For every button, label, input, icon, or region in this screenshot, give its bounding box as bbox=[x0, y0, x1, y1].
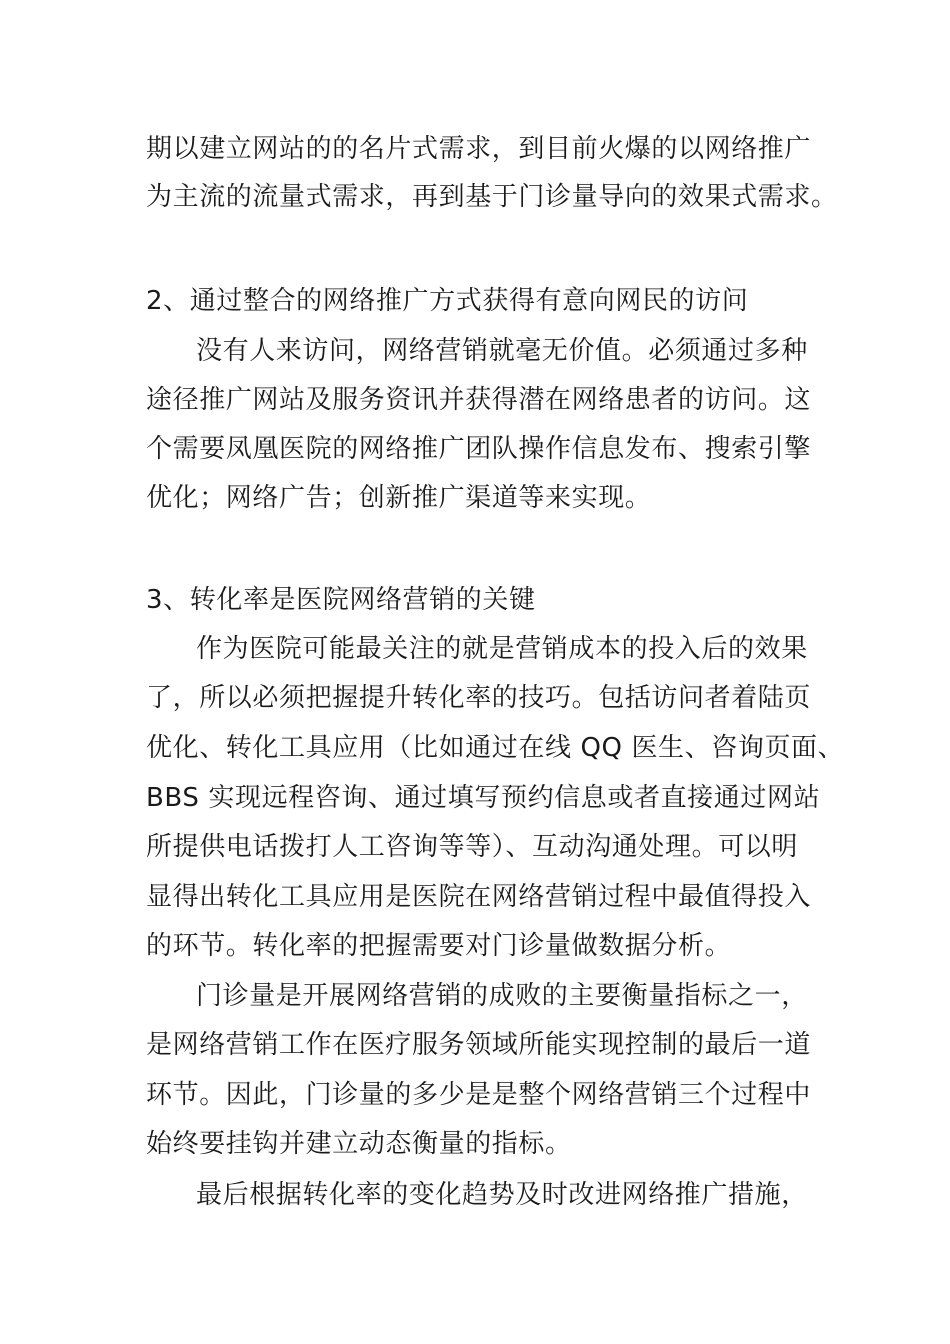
paragraph-line: 所提供电话拨打人工咨询等等）、互动沟通处理。可以明 bbox=[146, 832, 799, 862]
paragraph-line: 显得出转化工具应用是医院在网络营销过程中最值得投入 bbox=[146, 882, 812, 912]
paragraph-line: 了，所以必须把握提升转化率的技巧。包括访问者着陆页 bbox=[146, 683, 812, 713]
paragraph-line: 优化、转化工具应用（比如通过在线 QQ 医生、咨询页面、 bbox=[146, 733, 845, 763]
paragraph-line: 最后根据转化率的变化趋势及时改进网络推广措施， bbox=[196, 1180, 808, 1210]
paragraph-line: 没有人来访问，网络营销就毫无价值。必须通过多种 bbox=[196, 336, 808, 366]
paragraph-line: 门诊量是开展网络营销的成败的主要衡量指标之一， bbox=[196, 981, 808, 1011]
section-heading-2: 2、通过整合的网络推广方式获得有意向网民的访问 bbox=[146, 286, 749, 316]
paragraph-line: 的环节。转化率的把握需要对门诊量做数据分析。 bbox=[146, 931, 732, 961]
paragraph-line: 优化；网络广告；创新推广渠道等来实现。 bbox=[146, 483, 652, 513]
paragraph-line: 为主流的流量式需求，再到基于门诊量导向的效果式需求。 bbox=[146, 182, 838, 212]
paragraph-line: 个需要凤凰医院的网络推广团队操作信息发布、搜索引擎 bbox=[146, 434, 812, 464]
paragraph-line: BBS 实现远程咨询、通过填写预约信息或者直接通过网站 bbox=[146, 783, 821, 813]
paragraph-line: 环节。因此，门诊量的多少是是整个网络营销三个过程中 bbox=[146, 1080, 812, 1110]
paragraph-line: 始终要挂钩并建立动态衡量的指标。 bbox=[146, 1129, 572, 1159]
paragraph-line: 作为医院可能最关注的就是营销成本的投入后的效果 bbox=[196, 634, 808, 664]
paragraph-line: 途径推广网站及服务资讯并获得潜在网络患者的访问。这 bbox=[146, 385, 812, 415]
paragraph-line: 是网络营销工作在医疗服务领域所能实现控制的最后一道 bbox=[146, 1030, 812, 1060]
paragraph-line: 期以建立网站的的名片式需求，到目前火爆的以网络推广 bbox=[146, 134, 812, 164]
section-heading-3: 3、转化率是医院网络营销的关键 bbox=[146, 585, 536, 615]
